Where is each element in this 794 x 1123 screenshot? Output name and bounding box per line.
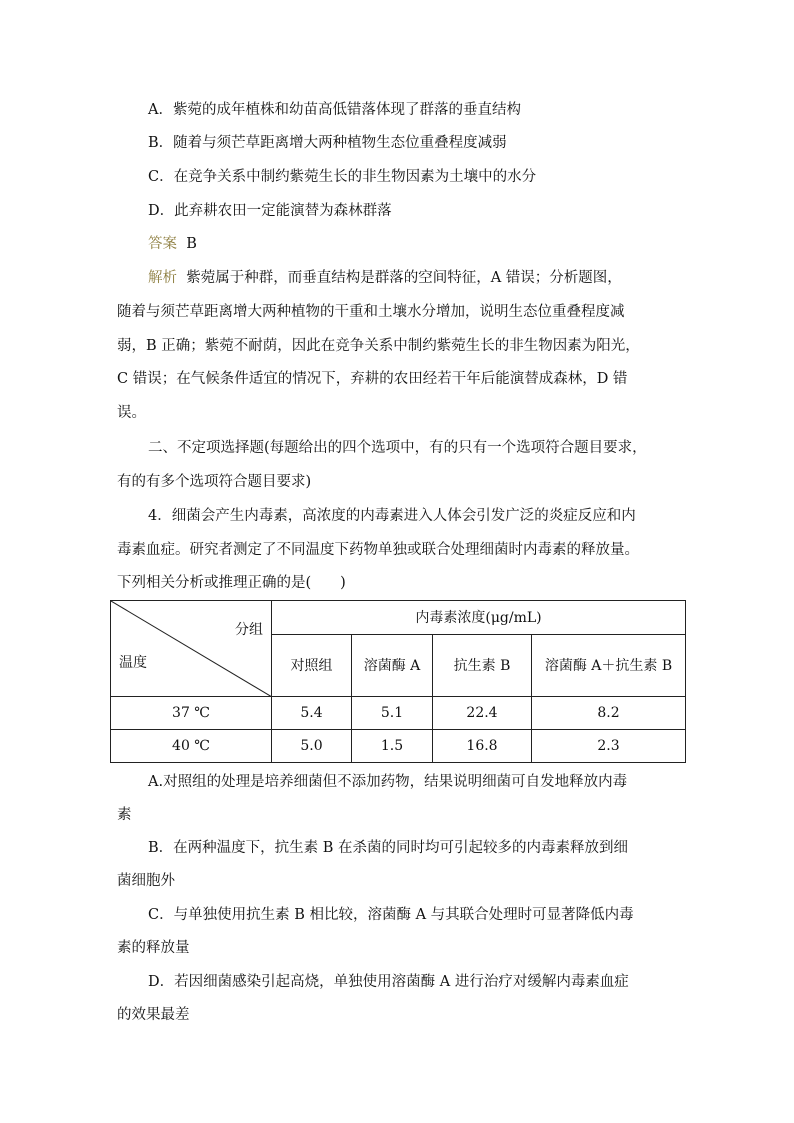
table-row <box>111 697 686 730</box>
table-cell: 1.5 <box>352 730 433 763</box>
group-header: 内毒素浓度(μg/mL) <box>272 601 686 635</box>
option-4b-line-1: B．在两种温度下，抗生素 B 在杀菌的同时均可引起较多的内毒素释放到细 <box>148 840 629 856</box>
endotoxin-table <box>110 600 686 763</box>
analysis-line-1 <box>148 268 622 288</box>
option-4d-line-2: 的效果最差 <box>117 1007 190 1023</box>
table-cell: 5.1 <box>352 697 433 730</box>
table-cell: 16.8 <box>433 730 532 763</box>
question-4-line-2: 毒素血症。研究者测定了不同温度下药物单独或联合处理细菌时内毒素的释放量。 <box>117 542 639 558</box>
column-header: 溶菌酶 A＋抗生素 B <box>532 635 686 697</box>
column-header: 抗生素 B <box>433 635 532 697</box>
analysis-text-1: 紫菀属于种群，而垂直结构是群落的空间特征，A 错误；分析题图， <box>186 270 622 286</box>
section-heading-1: 二、不定项选择题(每题给出的四个选项中，有的只有一个选项符合题目要求， <box>148 440 647 456</box>
option-3c: C．在竞争关系中制约紫菀生长的非生物因素为土壤中的水分 <box>148 169 537 185</box>
corner-label-temperature: 温度 <box>119 655 147 671</box>
corner-label-group: 分组 <box>235 622 263 638</box>
section-heading-2: 有的有多个选项符合题目要求) <box>117 474 312 490</box>
option-3d: D．此弃耕农田一定能演替为森林群落 <box>148 203 392 219</box>
analysis-line-3: 弱，B 正确；紫菀不耐荫，因此在竞争关系中制约紫菀生长的非生物因素为阳光， <box>117 338 640 354</box>
option-4c-line-1: C．与单独使用抗生素 B 相比较，溶菌酶 A 与其联合处理时可显著降低内毒 <box>148 907 634 923</box>
analysis-line-4: C 错误；在气候条件适宜的情况下，弃耕的农田经若干年后能演替成森林，D 错 <box>117 371 628 387</box>
table-cell: 2.3 <box>532 730 686 763</box>
diagonal-line <box>111 601 272 697</box>
column-header: 溶菌酶 A <box>352 635 433 697</box>
answer-value: B <box>186 236 197 252</box>
table-row <box>111 730 686 763</box>
table-cell: 5.0 <box>272 730 352 763</box>
option-4b-line-2: 菌细胞外 <box>117 873 175 889</box>
answer-label: 答案 <box>148 236 177 252</box>
question-4-line-1: 4．细菌会产生内毒素，高浓度的内毒素进入人体会引发广泛的炎症反应和内 <box>148 508 636 524</box>
table-cell: 8.2 <box>532 697 686 730</box>
table-cell: 5.4 <box>272 697 352 730</box>
table-cell: 22.4 <box>433 697 532 730</box>
option-4a-line-2: 素 <box>117 807 132 823</box>
analysis-label: 解析 <box>148 270 177 286</box>
row-temperature: 37 ℃ <box>111 697 272 730</box>
answer-line <box>148 234 197 254</box>
column-header: 对照组 <box>272 635 352 697</box>
option-4c-line-2: 素的释放量 <box>117 940 190 956</box>
option-3a: A．紫菀的成年植株和幼苗高低错落体现了群落的垂直结构 <box>148 102 521 118</box>
row-temperature: 40 ℃ <box>111 730 272 763</box>
option-4d-line-1: D．若因细菌感染引起高烧，单独使用溶菌酶 A 进行治疗对缓解内毒素血症 <box>148 974 629 990</box>
table-corner-cell <box>111 601 272 697</box>
question-4-line-3: 下列相关分析或推理正确的是( ) <box>117 575 346 591</box>
analysis-line-5: 误。 <box>117 405 146 421</box>
option-3b: B．随着与须芒草距离增大两种植物生态位重叠程度减弱 <box>148 135 507 151</box>
option-4a-line-1: A.对照组的处理是培养细菌但不添加药物，结果说明细菌可自发地释放内毒 <box>148 774 628 790</box>
analysis-line-2: 随着与须芒草距离增大两种植物的干重和土壤水分增加，说明生态位重叠程度减 <box>117 304 625 320</box>
